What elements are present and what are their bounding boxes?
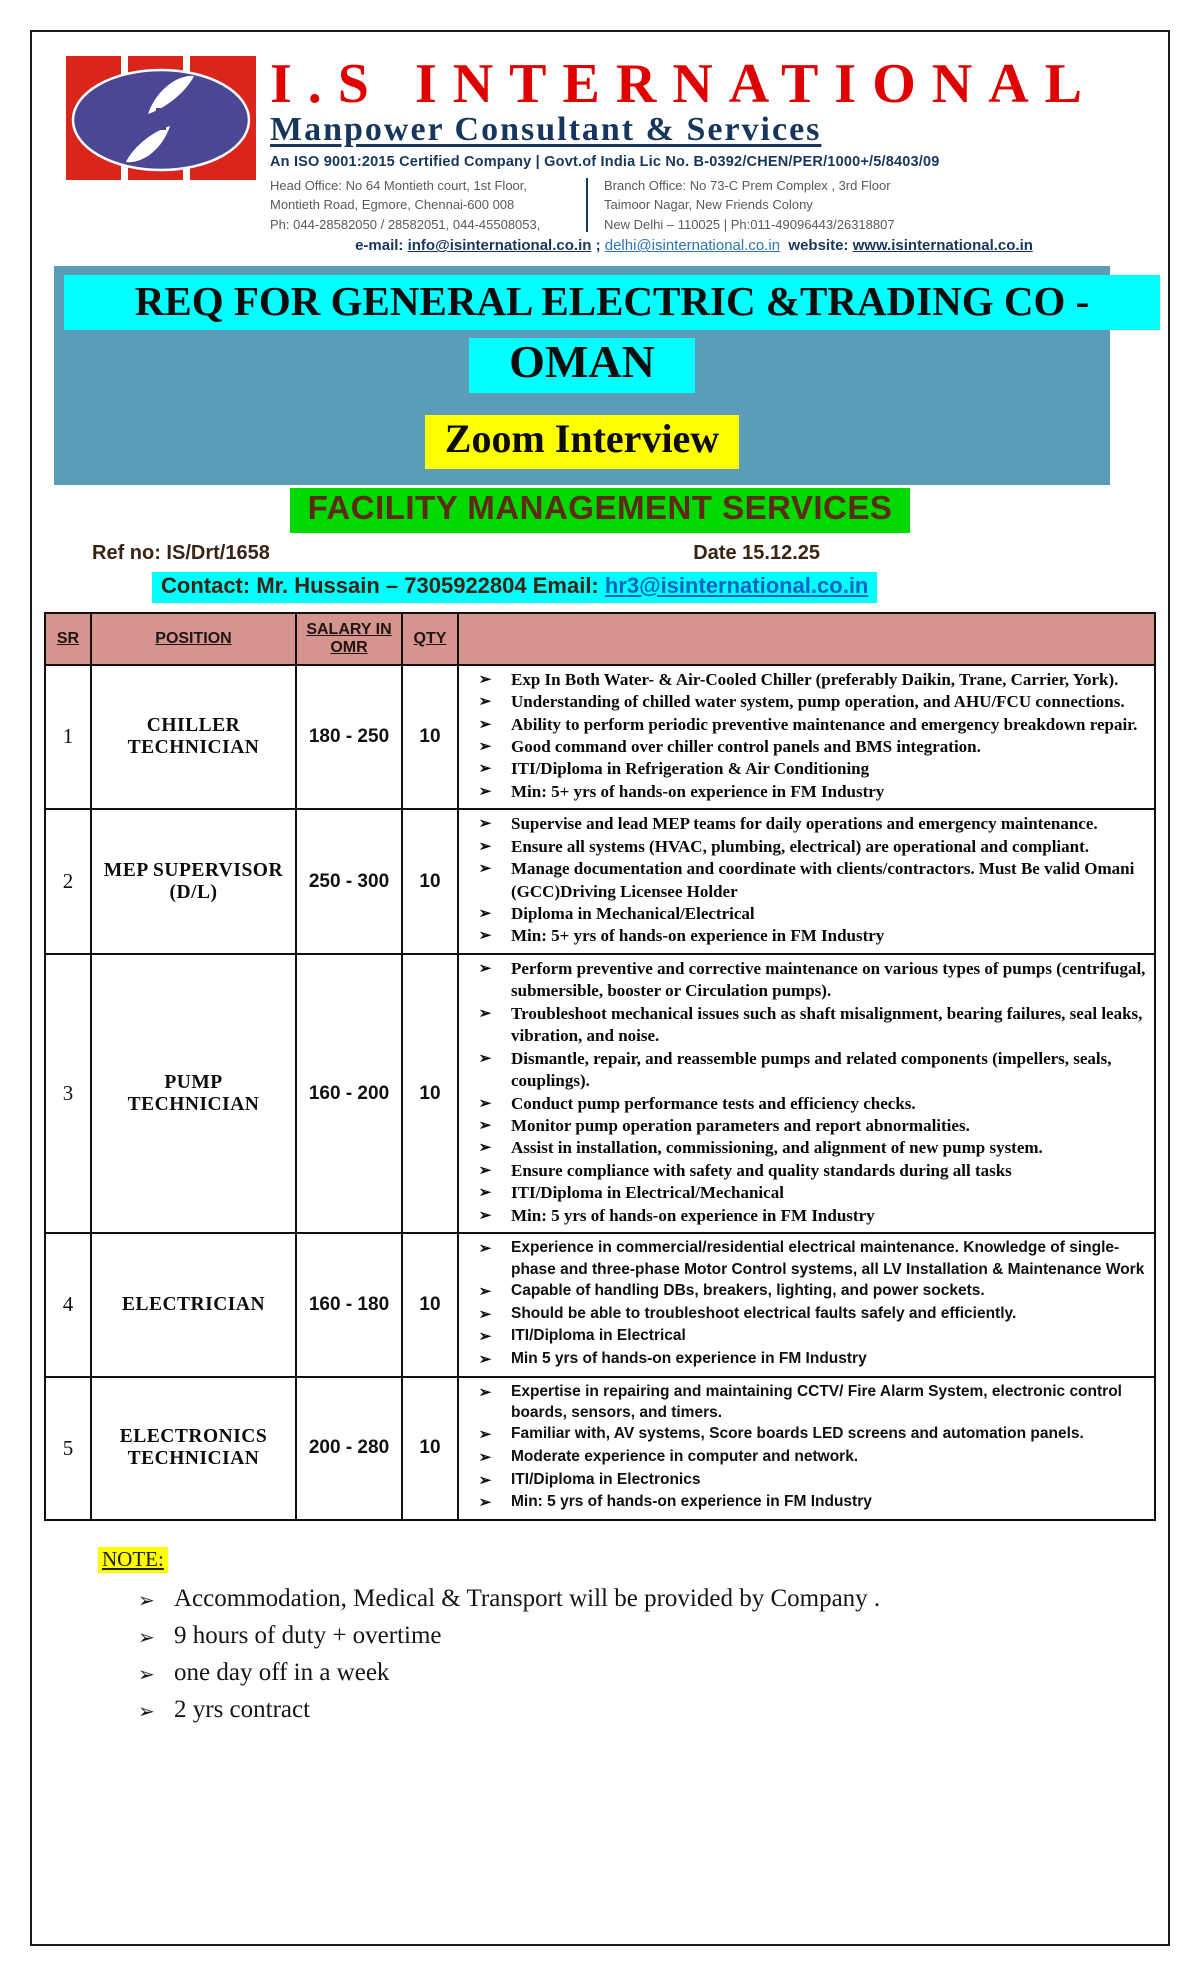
list-item-text: Capable of handling DBs, breakers, lighting, and power sockets. <box>511 1281 985 1299</box>
list-item <box>459 1348 1150 1371</box>
list-item-text: Understanding of chilled water system, pump operation, and AHU/FCU connections. <box>511 692 1125 712</box>
list-item-text: Min: 5+ yrs of hands-on experience in FM Industry <box>511 781 885 801</box>
position-cell: PUMP TECHNICIAN <box>91 954 296 1233</box>
bullet-arrow-icon: ➢ <box>478 906 492 922</box>
list-item <box>459 758 1150 780</box>
head-office-address <box>270 176 570 235</box>
company-tagline: Manpower Consultant & Services <box>270 111 822 148</box>
list-item <box>459 691 1150 713</box>
list-item <box>459 1469 1150 1492</box>
position-cell: MEP SUPERVISOR (D/L) <box>91 809 296 954</box>
bullet-arrow-icon: ➢ <box>138 1590 155 1613</box>
bullet-arrow-icon: ➢ <box>478 671 492 688</box>
website-link[interactable]: www.isinternational.co.in <box>852 237 1033 255</box>
salary-cell: 160 - 180 <box>296 1233 402 1377</box>
list-item <box>459 1182 1150 1204</box>
bullet-arrow-icon: ➢ <box>478 738 492 755</box>
qty-cell: 10 <box>402 954 458 1233</box>
description-cell <box>458 1233 1155 1377</box>
table-header-row <box>45 613 1155 665</box>
address-divider <box>586 178 588 233</box>
list-item <box>138 1659 1168 1687</box>
table-row <box>45 1377 1155 1521</box>
ref-no: Ref no: IS/Drt/1658 <box>92 541 270 564</box>
list-item-text: ITI/Diploma in Electrical <box>511 1327 686 1345</box>
list-item <box>459 1381 1150 1424</box>
bullet-arrow-icon: ➢ <box>478 1305 492 1323</box>
bullet-arrow-icon: ➢ <box>478 1282 492 1300</box>
bullet-arrow-icon: ➢ <box>478 1207 492 1224</box>
list-item <box>459 1115 1150 1137</box>
list-item <box>459 1491 1150 1514</box>
sr-cell: 3 <box>45 954 91 1233</box>
list-item <box>459 836 1150 858</box>
company-name: I.S INTERNATIONAL <box>270 53 1098 115</box>
requirement-list <box>459 1237 1150 1371</box>
bullet-arrow-icon: ➢ <box>478 1162 492 1179</box>
bullet-arrow-icon: ➢ <box>478 928 492 945</box>
list-item-text: Monitor pump operation parameters and report abnormalities. <box>511 1115 970 1135</box>
list-item-text: Min: 5 yrs of hands-on experience in FM Industry <box>511 1493 872 1511</box>
bullet-arrow-icon: ➢ <box>478 816 492 833</box>
list-item <box>459 858 1150 903</box>
branch-office-line3: New Delhi – 110025 | Ph:011-49096443/26318807 <box>604 216 895 232</box>
banner-subtitle: Zoom Interview <box>425 415 739 469</box>
requirement-banner <box>54 266 1110 484</box>
banner-title-line1: REQ FOR GENERAL ELECTRIC &TRADING CO - <box>64 275 1160 330</box>
document-page <box>30 30 1170 1946</box>
bullet-arrow-icon: ➢ <box>478 1494 492 1512</box>
list-item <box>459 1003 1150 1048</box>
bullet-arrow-icon: ➢ <box>478 1383 492 1401</box>
header-salary: SALARY IN OMR <box>296 613 402 665</box>
list-item-text: ITI/Diploma in Electrical/Mechanical <box>511 1183 784 1203</box>
bullet-arrow-icon: ➢ <box>138 1627 155 1650</box>
bullet-arrow-icon: ➢ <box>138 1701 155 1724</box>
bullet-arrow-icon: ➢ <box>478 1350 492 1368</box>
description-cell <box>458 1377 1155 1521</box>
list-item <box>138 1696 1168 1724</box>
list-item <box>459 1325 1150 1348</box>
email-label: e-mail: <box>355 237 404 255</box>
position-cell: ELECTRICIAN <box>91 1233 296 1377</box>
list-item <box>459 925 1150 947</box>
sr-cell: 1 <box>45 665 91 810</box>
date: Date 15.12.25 <box>693 541 820 564</box>
list-item <box>459 1423 1150 1446</box>
bullet-arrow-icon: ➢ <box>478 960 492 977</box>
bullet-arrow-icon: ➢ <box>138 1664 155 1687</box>
list-item-text: Supervise and lead MEP teams for daily operations and emergency maintenance. <box>511 814 1098 834</box>
bullet-arrow-icon: ➢ <box>478 1471 492 1489</box>
list-item-text: Good command over chiller control panels and BMS integration. <box>511 736 981 756</box>
list-item-text: Perform preventive and corrective maintenance on various types of pumps (centrifugal, submersible, booster or Circulation pumps). <box>511 958 1146 1001</box>
head-office-line3: Ph: 044-28582050 / 28582051, 044-45508053, <box>270 216 541 232</box>
note-list <box>138 1585 1168 1724</box>
head-office-line2: Montieth Road, Egmore, Chennai-600 008 <box>270 197 515 213</box>
list-item <box>459 958 1150 1003</box>
email-website-line <box>270 237 1158 254</box>
meta-row <box>32 533 1168 565</box>
header-description <box>458 613 1155 665</box>
list-item-text: Assist in installation, commissioning, and alignment of new pump system. <box>511 1138 1043 1158</box>
list-item-text: Familiar with, AV systems, Score boards LED screens and automation panels. <box>511 1425 1084 1443</box>
sr-cell: 2 <box>45 809 91 954</box>
company-logo-graphic <box>66 56 256 180</box>
position-cell: ELECTRONICS TECHNICIAN <box>91 1377 296 1521</box>
list-item <box>459 1160 1150 1182</box>
branch-office-line2: Taimoor Nagar, New Friends Colony <box>604 197 813 213</box>
qty-cell: 10 <box>402 809 458 954</box>
branch-office-line1: Branch Office: No 73-C Prem Complex , 3rd Floor <box>604 177 891 193</box>
bullet-arrow-icon: ➢ <box>478 1426 492 1444</box>
list-item-text: Ability to perform periodic preventive maintenance and emergency breakdown repair. <box>511 714 1138 734</box>
note-section <box>98 1547 1168 1724</box>
bullet-arrow-icon: ➢ <box>478 1050 492 1067</box>
list-item-text: Ensure all systems (HVAC, plumbing, electrical) are operational and compliant. <box>511 836 1089 856</box>
list-item-text: Expertise in repairing and maintaining CCTV/ Fire Alarm System, electronic control boards, sensors, and timers. <box>511 1382 1122 1421</box>
list-item-text: ITI/Diploma in Electronics <box>511 1470 701 1488</box>
bullet-arrow-icon: ➢ <box>478 761 492 778</box>
list-item <box>459 1237 1150 1280</box>
list-item <box>459 1446 1150 1469</box>
qty-cell: 10 <box>402 1377 458 1521</box>
list-item <box>459 1280 1150 1303</box>
list-item-text: 2 yrs contract <box>174 1696 311 1724</box>
bullet-arrow-icon: ➢ <box>478 861 492 878</box>
email-link-chennai[interactable]: info@isinternational.co.in <box>407 237 592 255</box>
list-item <box>459 813 1150 835</box>
list-item <box>459 903 1150 925</box>
description-cell <box>458 665 1155 810</box>
jobs-table-body <box>45 665 1155 1521</box>
contact-highlight <box>152 572 877 603</box>
table-row <box>45 954 1155 1233</box>
list-item-text: Min: 5 yrs of hands-on experience in FM Industry <box>511 1205 875 1225</box>
bullet-arrow-icon: ➢ <box>478 1185 492 1202</box>
list-item <box>459 1048 1150 1093</box>
list-item <box>138 1585 1168 1613</box>
list-item <box>459 1093 1150 1115</box>
table-row <box>45 809 1155 954</box>
list-item <box>138 1622 1168 1650</box>
salary-cell: 160 - 200 <box>296 954 402 1233</box>
list-item-text: Min: 5+ yrs of hands-on experience in FM Industry <box>511 926 885 946</box>
requirement-list <box>459 669 1150 804</box>
bullet-arrow-icon: ➢ <box>478 1328 492 1346</box>
website-label: website: <box>788 237 849 255</box>
branch-office-address <box>604 176 1158 235</box>
company-logo <box>66 56 256 180</box>
services-row <box>32 488 1168 533</box>
bullet-arrow-icon: ➢ <box>478 838 492 855</box>
contact-email-link[interactable]: hr3@isinternational.co.in <box>604 572 869 598</box>
list-item <box>459 1137 1150 1159</box>
bullet-arrow-icon: ➢ <box>478 1240 492 1258</box>
list-item-text: Moderate experience in computer and network. <box>511 1448 859 1466</box>
banner-title-line2: OMAN <box>469 338 695 392</box>
sr-cell: 5 <box>45 1377 91 1521</box>
list-item-text: Exp In Both Water- & Air-Cooled Chiller (preferably Daikin, Trane, Carrier, York). <box>511 669 1119 689</box>
email-link-delhi[interactable]: delhi@isinternational.co.in <box>604 237 781 255</box>
header-position: POSITION <box>91 613 296 665</box>
bullet-arrow-icon: ➢ <box>478 1140 492 1157</box>
table-row <box>45 665 1155 810</box>
head-office-line1: Head Office: No 64 Montieth court, 1st Floor, <box>270 177 527 193</box>
description-cell <box>458 954 1155 1233</box>
list-item-text: Accommodation, Medical & Transport will be provided by Company . <box>174 1585 881 1613</box>
requirement-list <box>459 813 1150 948</box>
note-label: NOTE: <box>98 1547 168 1573</box>
bullet-arrow-icon: ➢ <box>478 1117 492 1134</box>
requirement-list <box>459 1381 1150 1515</box>
list-item-text: Troubleshoot mechanical issues such as shaft misalignment, bearing failures, seal leaks, vibration, and noise. <box>511 1003 1143 1046</box>
position-cell: CHILLER TECHNICIAN <box>91 665 296 810</box>
bullet-arrow-icon: ➢ <box>478 1449 492 1467</box>
list-item <box>459 669 1150 691</box>
positions-table <box>44 612 1156 1522</box>
list-item <box>459 781 1150 803</box>
salary-cell: 180 - 250 <box>296 665 402 810</box>
bullet-arrow-icon: ➢ <box>478 716 492 733</box>
email-separator: ; <box>595 237 601 255</box>
list-item-text: Ensure compliance with safety and quality standards during all tasks <box>511 1160 1012 1180</box>
list-item-text: Dismantle, repair, and reassemble pumps and related components (impellers, seals, couplings). <box>511 1048 1112 1091</box>
list-item-text: Should be able to troubleshoot electrical faults safely and efficiently. <box>511 1304 1017 1322</box>
list-item-text: one day off in a week <box>174 1659 390 1687</box>
list-item-text: Conduct pump performance tests and efficiency checks. <box>511 1093 916 1113</box>
table-row <box>45 1233 1155 1377</box>
list-item-text: ITI/Diploma in Refrigeration & Air Conditioning <box>511 759 870 779</box>
list-item <box>459 1205 1150 1227</box>
list-item-text: Diploma in Mechanical/Electrical <box>511 904 755 923</box>
contact-row <box>32 572 1168 603</box>
contact-text: Contact: Mr. Hussain – 7305922804 Email: <box>161 572 605 598</box>
list-item <box>459 736 1150 758</box>
description-cell <box>458 809 1155 954</box>
list-item <box>459 714 1150 736</box>
office-addresses <box>270 176 1158 235</box>
list-item <box>459 1303 1150 1326</box>
qty-cell: 10 <box>402 665 458 810</box>
header-qty: QTY <box>402 613 458 665</box>
letterhead-info <box>270 53 1158 255</box>
list-item-text: Manage documentation and coordinate with clients/contractors. Must Be valid Omani (GCC)Driving Licensee Holder <box>511 859 1135 901</box>
list-item-text: Min 5 yrs of hands-on experience in FM Industry <box>511 1349 867 1367</box>
bullet-arrow-icon: ➢ <box>478 1095 492 1112</box>
bullet-arrow-icon: ➢ <box>478 694 492 711</box>
services-bar: FACILITY MANAGEMENT SERVICES <box>290 488 911 533</box>
salary-cell: 250 - 300 <box>296 809 402 954</box>
iso-certification-line: An ISO 9001:2015 Certified Company | Govt.of India Lic No. B-0392/CHEN/PER/1000+/5/8403/09 <box>270 153 940 170</box>
header-sr: SR <box>45 613 91 665</box>
qty-cell: 10 <box>402 1233 458 1377</box>
sr-cell: 4 <box>45 1233 91 1377</box>
requirement-list <box>459 958 1150 1227</box>
bullet-arrow-icon: ➢ <box>478 1005 492 1022</box>
letterhead <box>32 32 1168 254</box>
list-item-text: 9 hours of duty + overtime <box>174 1622 442 1650</box>
bullet-arrow-icon: ➢ <box>478 783 492 800</box>
salary-cell: 200 - 280 <box>296 1377 402 1521</box>
list-item-text: Experience in commercial/residential electrical maintenance. Knowledge of single-phase and three-phase Motor Control systems, all LV Installation & Maintenance Work <box>511 1239 1145 1278</box>
